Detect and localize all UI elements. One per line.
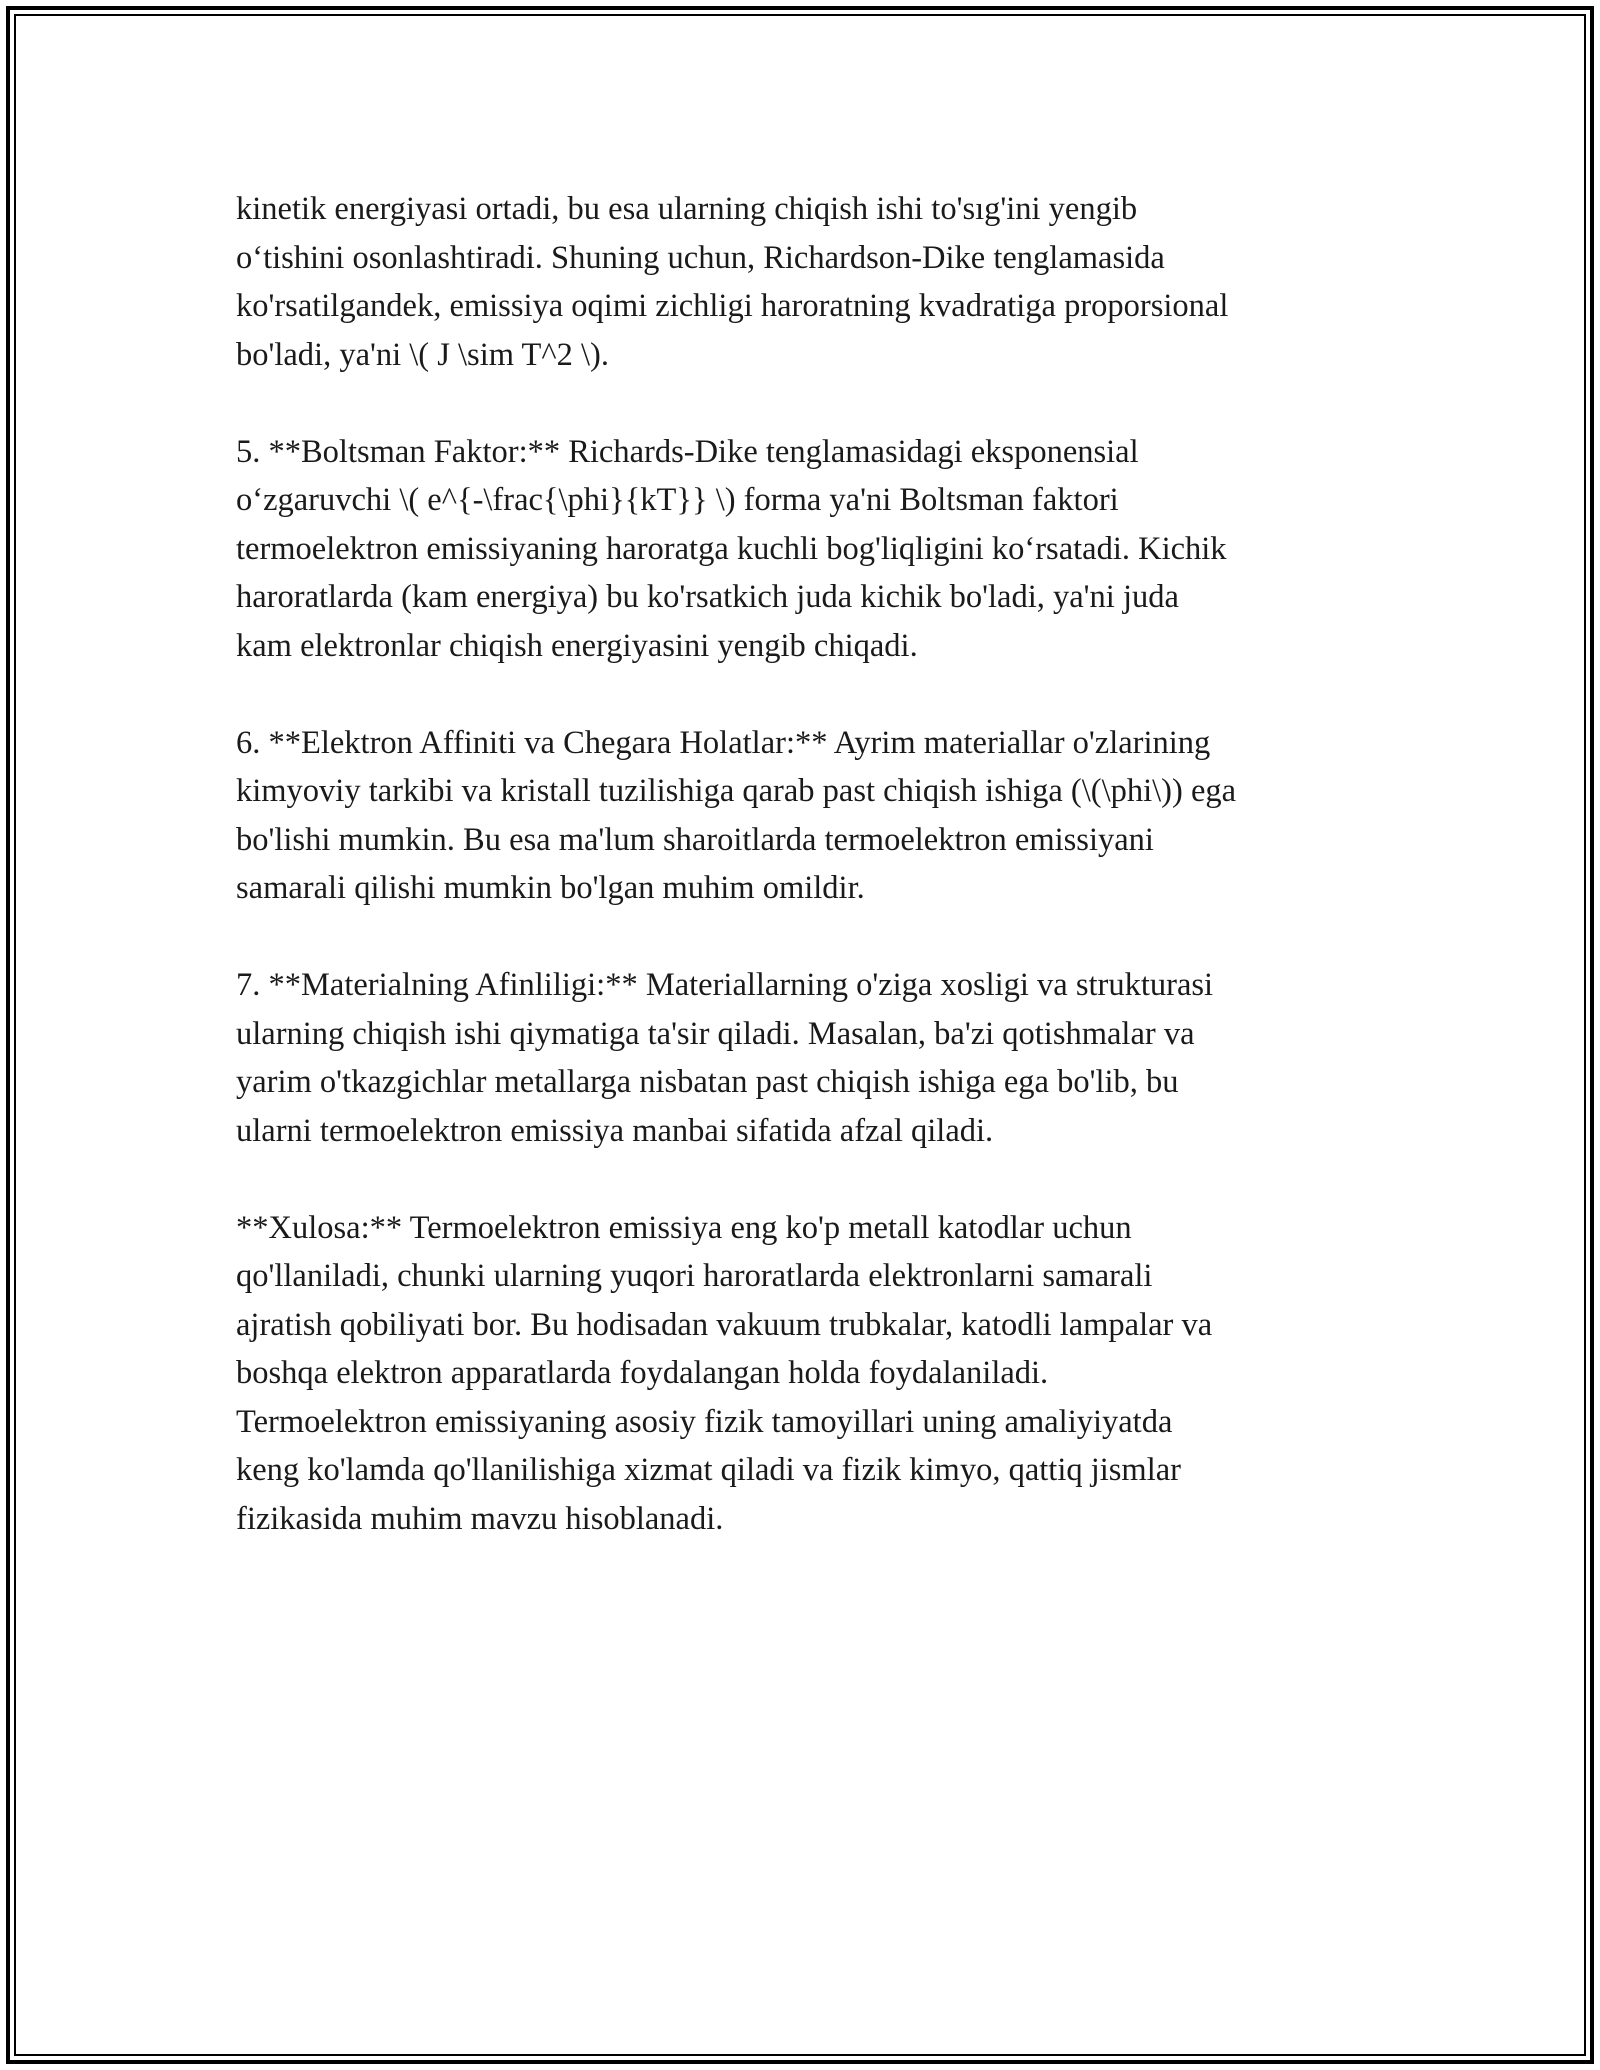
paragraph-material-affinity: 7. **Materialning Afinliligi:** Materiallarning o'ziga xosligi va strukturasi ularning chiqish ishi qiymatiga ta'sir qiladi. Masalan, ba'zi qotishmalar va yarim o'tkazgichlar metallarga nisbatan past chiqish ishiga ega bo'lib, bu ularni termoelektron emissiya manbai sifatida afzal qiladi. — [236, 967, 1214, 1149]
paragraph-kinetic-energy: kinetik energiyasi ortadi, bu esa ularning chiqish ishi to'sıg'ini yengib o‘tishini osonlashtiradi. Shuning uchun, Richardson-Dike tenglamasida ko'rsatilgandek, emissiya oqimi zichligi haroratning kvadratiga proporsional bo'ladi, ya'ni \( J \sim T^2 \). — [236, 191, 1229, 373]
paragraph-conclusion: **Xulosa:** Termoelektron emissiya eng ko'p metall katodlar uchun qo'llaniladi, chunki ularning yuqori haroratlarda elektronlarni samarali ajratish qobiliyati bor. Bu hodisadan vakuum trubkalar, katodli lampalar va boshqa elektron apparatlarda foydalangan holda foydalaniladi. Termoelektron emissiyaning asosiy fizik tamoyillari uning amaliyiyatda keng ko'lamda qo'llanilishiga xizmat qiladi va fizik kimyo, qattiq jismlar fizikasida muhim mavzu hisoblanadi. — [236, 1209, 1213, 1537]
paragraph-boltsman-factor: 5. **Boltsman Faktor:** Richards-Dike tenglamasidagi eksponensial o‘zgaruvchi \( e^{-\frac{\phi}{kT}} \) forma ya'ni Boltsman faktori termoelektron emissiyaning haroratga kuchli bog'liqligini ko‘rsatadi. Kichik haroratlarda (kam energiya) bu ko'rsatkich juda kichik bo'ladi, ya'ni juda kam elektronlar chiqish energiyasini yengib chiqadi. — [236, 433, 1227, 664]
document-body — [236, 185, 1366, 1592]
paragraph-electron-affinity: 6. **Elektron Affiniti va Chegara Holatlar:** Ayrim materiallar o'zlarining kimyoviy tarkibi va kristall tuzilishiga qarab past chiqish ishiga (\(\phi\)) ega bo'lishi mumkin. Bu esa ma'lum sharoitlarda termoelektron emissiyani samarali qilishi mumkin bo'lgan muhim omildir. — [236, 724, 1237, 906]
